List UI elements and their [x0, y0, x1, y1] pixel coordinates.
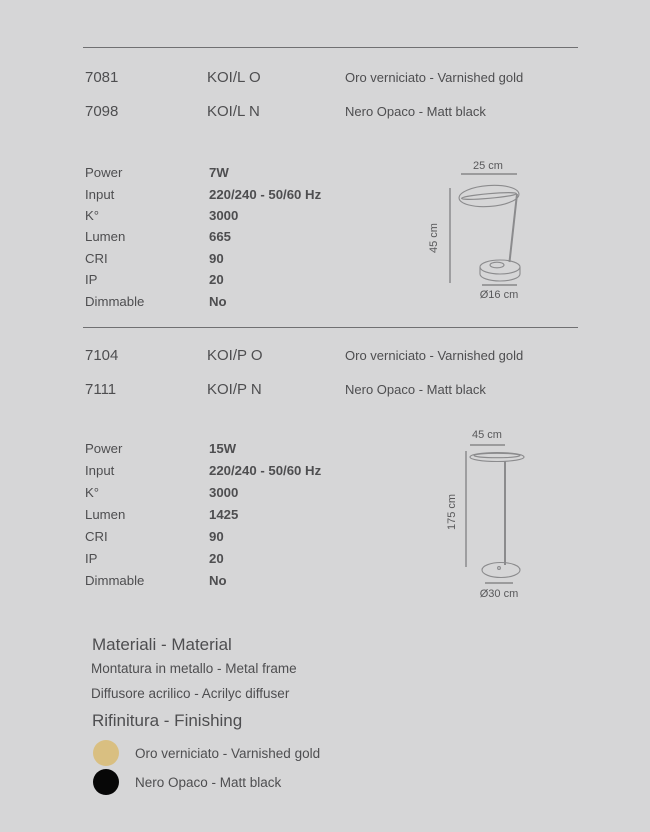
width-dimension-label: 25 cm — [473, 160, 503, 172]
spec-row — [85, 569, 425, 591]
spec-label: CRI — [85, 528, 108, 544]
material-item: Diffusore acrilico - Acrilyc diffuser — [91, 686, 290, 701]
spec-value: No — [209, 572, 227, 588]
spec-label: IP — [85, 550, 98, 566]
base-diameter-label: Ø16 cm — [479, 289, 519, 301]
spec-label: Input — [85, 462, 115, 478]
spec-row — [85, 162, 425, 183]
finish-label: Oro verniciato - Varnished gold — [135, 746, 321, 761]
lamp-head-inner — [474, 453, 520, 457]
spec-value: 15W — [209, 440, 237, 456]
height-dimension-label: 175 cm — [446, 493, 458, 531]
spec-label: CRI — [85, 250, 108, 266]
spec-label: K° — [85, 484, 100, 500]
spec-row — [85, 290, 425, 311]
material-item: Montatura in metallo - Metal frame — [91, 661, 297, 676]
black-swatch-circle — [93, 769, 119, 795]
finishing-heading: Rifinitura - Finishing — [92, 711, 243, 730]
section-divider — [83, 47, 578, 48]
spec-value: 90 — [209, 250, 224, 266]
black-swatch-icon — [92, 768, 120, 796]
spec-row — [85, 437, 425, 459]
spec-table-table-lamp — [85, 162, 425, 312]
spec-row — [85, 226, 425, 247]
spec-value: 20 — [209, 550, 224, 566]
spec-label: Dimmable — [85, 572, 145, 588]
spec-label: Input — [85, 186, 115, 202]
product-name: KOI/P O — [207, 347, 263, 364]
product-code: 7111 — [85, 381, 117, 398]
spec-row — [85, 183, 425, 204]
spec-value: 1425 — [209, 506, 239, 522]
spec-label: Lumen — [85, 229, 126, 245]
product-code: 7081 — [85, 69, 119, 86]
finish-label: Nero Opaco - Matt black — [135, 775, 282, 790]
product-row — [85, 103, 486, 120]
spec-row — [85, 459, 425, 481]
product-code: 7104 — [85, 347, 119, 364]
product-code: 7098 — [85, 103, 119, 120]
spec-row — [85, 205, 425, 226]
lamp-base-dot — [498, 567, 501, 570]
width-dimension-label: 45 cm — [472, 429, 502, 441]
spec-row — [85, 248, 425, 269]
spec-row — [85, 547, 425, 569]
gold-swatch-icon — [92, 739, 120, 767]
product-row — [85, 69, 523, 86]
spec-label: K° — [85, 207, 100, 223]
height-dimension-label: 45 cm — [428, 223, 440, 253]
spec-table-floor-lamp — [85, 437, 425, 591]
product-name: KOI/L N — [207, 103, 260, 120]
product-name: KOI/L O — [207, 69, 261, 86]
spec-value: 3000 — [209, 207, 239, 223]
table-lamp-drawing — [420, 152, 592, 310]
floor-lamp-drawing — [425, 422, 595, 607]
product-name: KOI/P N — [207, 381, 262, 398]
spec-row — [85, 503, 425, 525]
spec-label: Lumen — [85, 506, 126, 522]
base-diameter-label: Ø30 cm — [479, 588, 519, 600]
section-divider — [83, 327, 578, 328]
spec-value: 665 — [209, 229, 232, 245]
spec-value: 20 — [209, 272, 224, 288]
spec-value: 90 — [209, 528, 224, 544]
spec-label: Dimmable — [85, 293, 145, 309]
lamp-head-blade — [461, 191, 516, 200]
product-finish: Oro verniciato - Varnished gold — [345, 348, 524, 363]
product-finish: Nero Opaco - Matt black — [345, 382, 486, 397]
lamp-base — [482, 563, 520, 578]
spec-row — [85, 269, 425, 290]
product-finish: Nero Opaco - Matt black — [345, 104, 486, 119]
product-finish: Oro verniciato - Varnished gold — [345, 70, 524, 85]
spec-row — [85, 525, 425, 547]
spec-value: 3000 — [209, 484, 239, 500]
spec-label: Power — [85, 440, 123, 456]
product-row — [85, 381, 486, 398]
product-row — [85, 347, 523, 364]
spec-value: No — [209, 293, 227, 309]
lamp-stem — [510, 194, 518, 262]
gold-swatch-circle — [93, 740, 119, 766]
spec-label: IP — [85, 272, 98, 288]
materials-heading: Materiali - Material — [92, 635, 232, 654]
spec-label: Power — [85, 165, 123, 181]
spec-value: 220/240 - 50/60 Hz — [209, 186, 322, 202]
spec-value: 220/240 - 50/60 Hz — [209, 462, 322, 478]
spec-value: 7W — [209, 165, 229, 181]
spec-row — [85, 481, 425, 503]
lamp-base-slot — [490, 262, 504, 268]
